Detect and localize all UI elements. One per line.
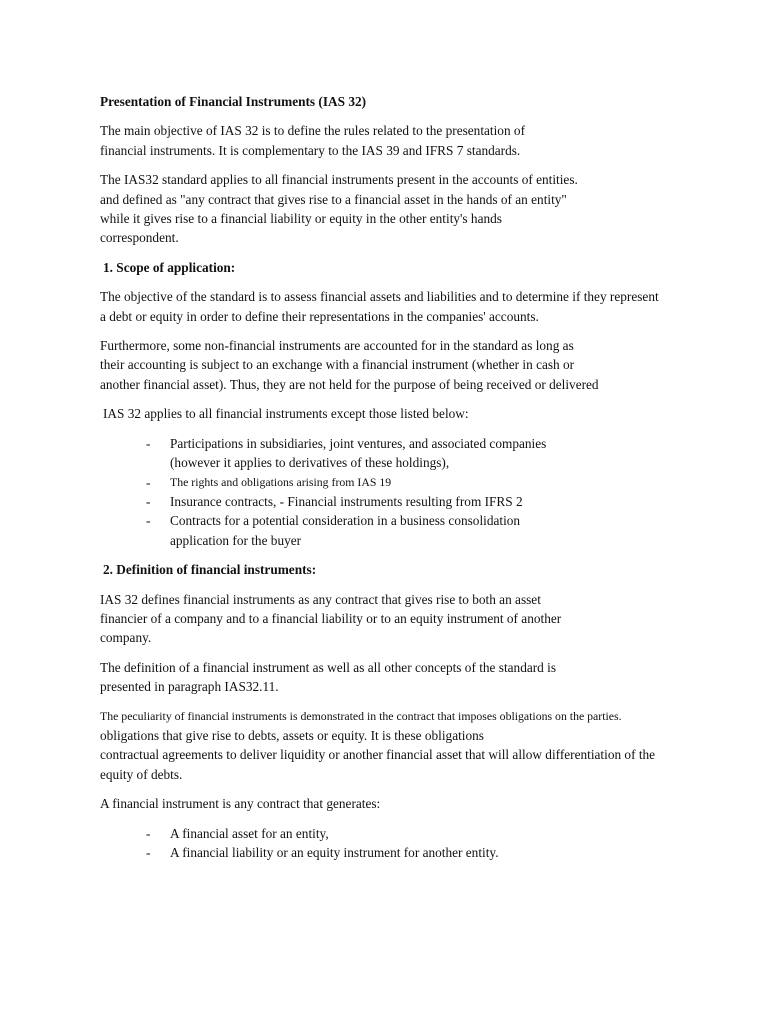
- text-line: Furthermore, some non-financial instruments are accounted for in the standard as long as: [100, 338, 574, 354]
- section-heading-definition: 2. Definition of financial instruments:: [103, 562, 317, 578]
- text-line: Insurance contracts, - Financial instruments resulting from IFRS 2: [170, 493, 523, 509]
- text-line: contractual agreements to deliver liquidity or another financial asset that will allow differentiation of the: [100, 747, 656, 763]
- generates-list: [100, 824, 700, 863]
- text-line: A financial instrument is any contract that generates:: [100, 796, 381, 812]
- text-line: equity of debts.: [100, 766, 183, 782]
- text-line: a debt or equity in order to define their representations in the companies' accounts.: [100, 308, 539, 324]
- list-item: [100, 511, 700, 550]
- text-line: The main objective of IAS 32 is to define the rules related to the presentation of: [100, 123, 526, 139]
- dash-bullet: -: [146, 513, 151, 529]
- text-line: Contracts for a potential consideration in a business consolidation: [170, 513, 521, 529]
- text-line: The objective of the standard is to assess financial assets and liabilities and to determine if they represent: [100, 289, 659, 305]
- text-line: application for the buyer: [170, 532, 302, 548]
- text-line: The definition of a financial instrument as well as all other concepts of the standard is: [100, 659, 557, 675]
- text-line: presented in paragraph IAS32.11.: [100, 679, 279, 695]
- list-item: [100, 434, 700, 473]
- text-line: another financial asset). Thus, they are not held for the purpose of being received or delivered: [100, 376, 599, 392]
- dash-bullet: -: [146, 845, 151, 860]
- text-line: The peculiarity of financial instruments is demonstrated in the contract that imposes obligations on the parties.: [100, 708, 622, 723]
- scope-paragraph-1: [100, 287, 700, 326]
- dash-bullet: -: [146, 825, 151, 841]
- text-line: correspondent.: [100, 230, 179, 246]
- document-page: [100, 92, 700, 872]
- scope-paragraph-2: [100, 336, 700, 394]
- text-line: A financial liability or an equity instrument for another entity.: [170, 845, 499, 860]
- text-line: The rights and obligations arising from IAS 19: [170, 474, 392, 489]
- text-line: obligations that give rise to debts, assets or equity. It is these obligations: [100, 727, 484, 743]
- list-item: [100, 473, 700, 492]
- exceptions-list: [100, 434, 700, 550]
- definition-paragraph-3: [100, 707, 700, 785]
- text-line: financier of a company and to a financial liability or to an equity instrument of another: [100, 610, 562, 626]
- text-line: and defined as "any contract that gives rise to a financial asset in the hands of an entity": [100, 191, 567, 207]
- intro-paragraph-1: [100, 121, 700, 160]
- intro-paragraph-2: [100, 170, 700, 248]
- document-title: Presentation of Financial Instruments (IAS 32): [100, 94, 367, 109]
- text-line: IAS 32 defines financial instruments as any contract that gives rise to both an asset: [100, 591, 541, 607]
- text-line: The IAS32 standard applies to all financial instruments present in the accounts of entities.: [100, 172, 578, 188]
- text-line: Participations in subsidiaries, joint ventures, and associated companies: [170, 435, 547, 451]
- dash-bullet: -: [146, 493, 151, 509]
- definition-paragraph-2: [100, 658, 700, 697]
- text-line: financial instruments. It is complementary to the IAS 39 and IFRS 7 standards.: [100, 142, 521, 158]
- text-line: their accounting is subject to an exchange with a financial instrument (whether in cash or: [100, 357, 575, 373]
- definition-paragraph-1: [100, 590, 700, 648]
- list-item: [100, 843, 700, 862]
- text-line: while it gives rise to a financial liability or equity in the other entity's hands: [100, 211, 502, 227]
- list-item: [100, 492, 700, 511]
- text-line: IAS 32 applies to all financial instruments except those listed below:: [103, 406, 469, 422]
- text-line: A financial asset for an entity,: [170, 825, 329, 841]
- section-heading-scope: 1. Scope of application:: [103, 259, 236, 275]
- dash-bullet: -: [146, 435, 151, 451]
- list-item: [100, 824, 700, 843]
- dash-bullet: -: [146, 474, 151, 490]
- text-line: company.: [100, 630, 152, 646]
- text-line: (however it applies to derivatives of these holdings),: [170, 455, 450, 471]
- scope-paragraph-3: [100, 404, 700, 423]
- definition-paragraph-4: [100, 794, 700, 813]
